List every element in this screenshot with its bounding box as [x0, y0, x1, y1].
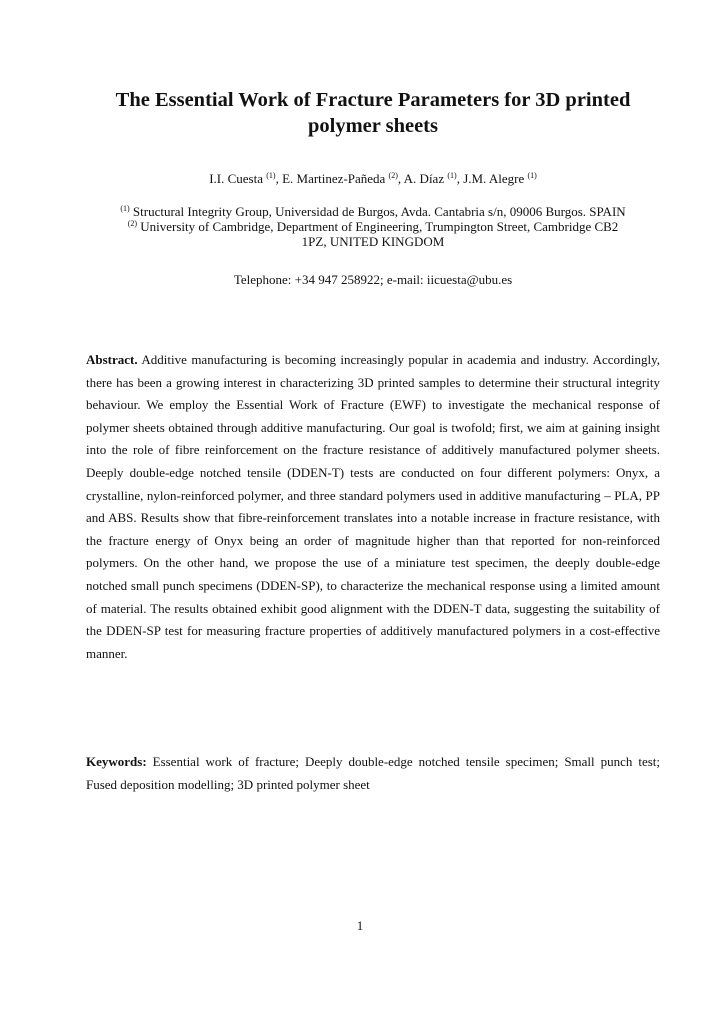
- affiliation-1: [84, 204, 662, 219]
- contact-info: Telephone: +34 947 258922; e-mail: iicuesta@ubu.es: [233, 272, 513, 287]
- affiliation-text: University of Cambridge, Department of Engineering, Trumpington Street, Cambridge CB2: [137, 219, 619, 234]
- keywords-label: Keywords:: [86, 754, 147, 769]
- affiliation-marker: (2): [127, 219, 138, 228]
- page-number: 1: [356, 918, 364, 933]
- author-name: A. Díaz: [403, 171, 445, 186]
- author-list: [90, 170, 656, 187]
- author-name: I.I. Cuesta: [209, 171, 263, 186]
- paper-title: The Essential Work of Fracture Parameters for 3D printed polymer sheets: [115, 89, 631, 137]
- affiliation-2-continued: 1PZ, UNITED KINGDOM: [301, 234, 445, 249]
- author-affiliation-marker: (1): [527, 171, 537, 180]
- abstract-text: Additive manufacturing is becoming increasingly popular in academia and industry. Accordingly, there has been a growing interest in characterizing 3D printed samples to determine their structural integrity behaviour. We employ the Essential Work of Fracture (EWF) to investigate the mechanical response of polymer sheets obtained through additive manufacturing. Our goal is twofold; first, we aim at gaining insight into the role of fibre reinforcement on the fracture resistance of additively manufactured polymer sheets. Deeply double-edge notched tensile (DDEN-T) tests are conducted on four different polymers: Onyx, a crystalline, nylon-reinforced polymer, and three standard polymers used in additive manufacturing – PLA, PP and ABS. Results show that fibre-reinforcement translates into a notable increase in fracture resistance, with the fracture energy of Onyx being an order of magnitude higher than that reported for non-reinforced polymers. On the other hand, we propose the use of a miniature test specimen, the deeply double-edge notched small punch specimens (DDEN-SP), to characterize the mechanical response using a limited amount of material. The results obtained exhibit good alignment with the DDEN-T data, suggesting the suitability of the DDEN-SP test for measuring fracture properties of additively manufactured polymers in a cost-effective manner.: [86, 352, 660, 661]
- keywords-paragraph: [86, 751, 660, 796]
- author-name: J.M. Alegre: [463, 171, 525, 186]
- affiliation-2: [84, 219, 662, 234]
- author-affiliation-marker: (2): [388, 171, 398, 180]
- author-affiliation-marker: (1): [266, 171, 276, 180]
- keywords-text: Essential work of fracture; Deeply double-edge notched tensile specimen; Small punch test; Fused deposition modelling; 3D printed polymer sheet: [86, 754, 660, 792]
- author-separator: ,: [275, 171, 283, 186]
- affiliation-marker: (1): [120, 204, 130, 213]
- author-separator: ,: [397, 171, 404, 186]
- affiliation-block: [84, 204, 662, 249]
- abstract-label: Abstract.: [86, 352, 138, 367]
- author-affiliation-marker: (1): [447, 171, 457, 180]
- affiliation-text: Structural Integrity Group, Universidad de Burgos, Avda. Cantabria s/n, 09006 Burgos. SPAIN: [129, 204, 626, 219]
- author-separator: ,: [456, 171, 464, 186]
- author-name: E. Martinez-Pañeda: [282, 171, 386, 186]
- abstract-paragraph: [86, 349, 660, 665]
